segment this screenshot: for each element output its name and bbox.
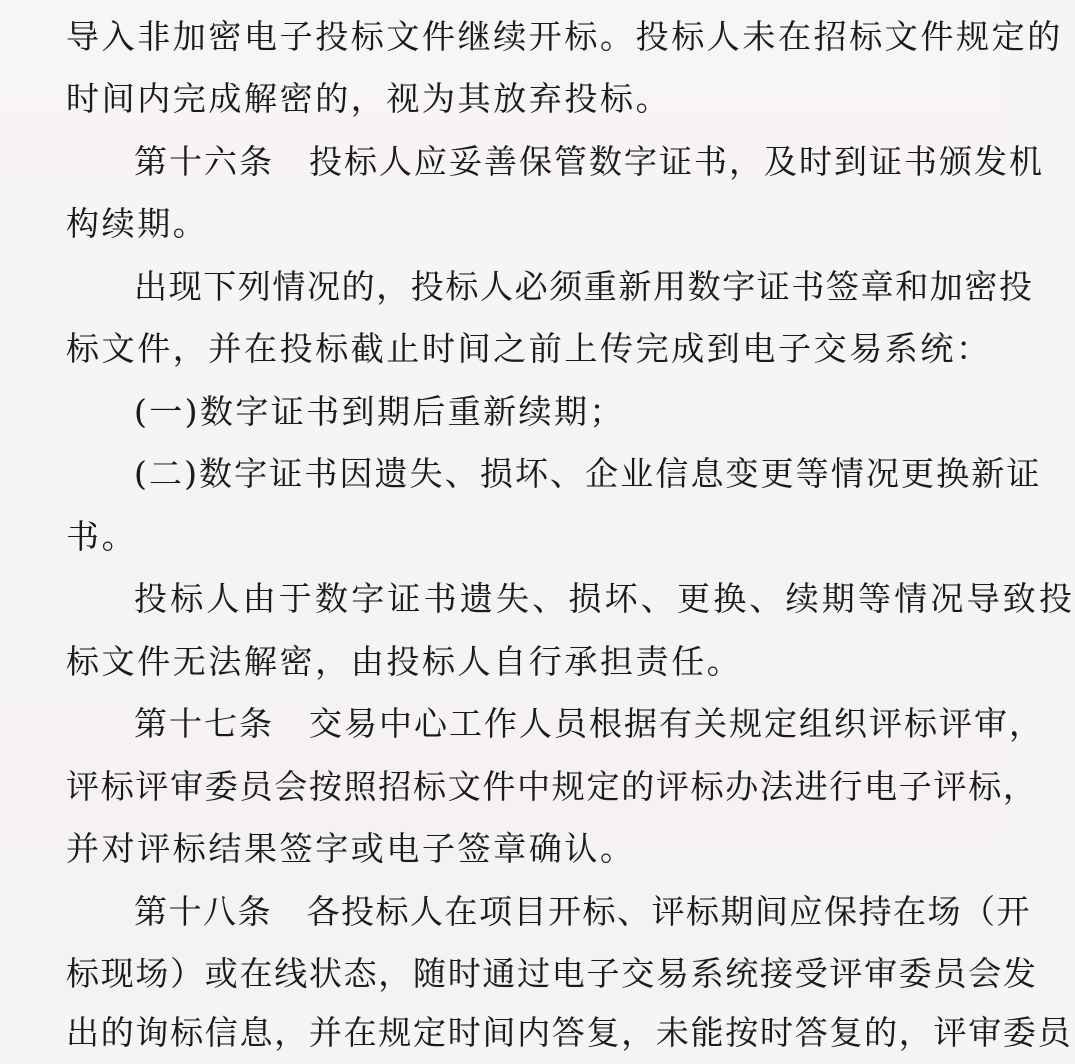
article-17-heading-line: 第十七条 交易中心工作人员根据有关规定组织评标评审， <box>134 704 1044 743</box>
text-line: 时间内完成解密的，视为其放弃投标。 <box>66 79 672 118</box>
list-item-1: (一)数字证书到期后重新续期； <box>134 392 625 431</box>
article-16-heading-line: 第十六条 投标人应妥善保管数字证书，及时到证书颁发机 <box>134 142 1044 181</box>
list-item-2: (二)数字证书因遗失、损坏、企业信息变更等情况更换新证 <box>134 454 1042 493</box>
text-line: 标现场）或在线状态，随时通过电子交易系统接受评审委员会发 <box>66 954 1038 993</box>
text-line-partial: 出的询标信息，并在规定时间内答复，未能按时答复的，评审委员 <box>66 1013 1073 1052</box>
text-line: 标文件无法解密，由投标人自行承担责任。 <box>66 642 743 681</box>
text-line: 评标评审委员会按照招标文件中规定的评标办法进行电子评标， <box>66 767 1038 806</box>
text-line: 出现下列情况的，投标人必须重新用数字证书签章和加密投 <box>134 267 1034 306</box>
article-18-heading-line: 第十八条 各投标人在项目开标、评标期间应保持在场（开 <box>134 892 1031 931</box>
text-line: 投标人由于数字证书遗失、损坏、更换、续期等情况导致投 <box>134 579 1075 618</box>
text-line: 导入非加密电子投标文件继续开标。投标人未在招标文件规定的 <box>66 17 1063 56</box>
text-line: 并对评标结果签字或电子签章确认。 <box>66 829 636 868</box>
text-line: 书。 <box>66 517 138 556</box>
text-line: 构续期。 <box>66 204 209 243</box>
text-line: 标文件，并在投标截止时间之前上传完成到电子交易系统： <box>66 329 992 368</box>
